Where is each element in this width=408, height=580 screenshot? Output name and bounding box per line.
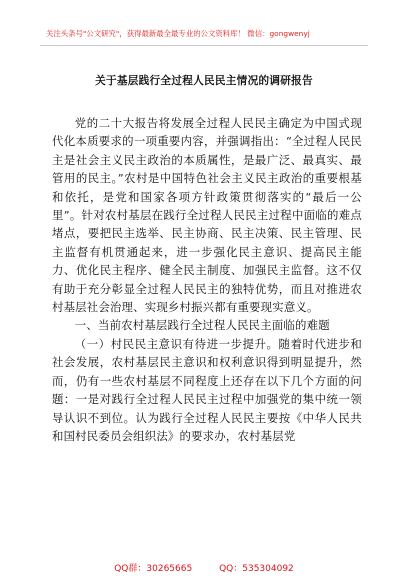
header-divider (40, 45, 368, 46)
document-body (52, 114, 362, 445)
footer-contact (0, 561, 408, 574)
footer-qq-group: QQ群：30265665 (114, 564, 193, 574)
paragraph-intro: 党的二十大报告将发展全过程人民民主确定为中国式现代化本质要求的一项重要内容，并强调指出：“全过程人民民主是社会主义民主政治的本质属性，是最广泛、最真实、最管用的民主。”农村是中国特色社会主义民主政治的重要根基和依托，是党和国家各项方针政策贯彻落实的“最后一公里”。针对农村基层在践行全过程人民民主过程中面临的难点堵点，要把民主选举、民主协商、民主决策、民主管理、民主监督有机贯通起来，进一步强化民主意识、提高民主能力、优化民主程序、健全民主制度、加强民主监督。这不仅有助于充分彰显全过程人民民主的独特优势，而且对推进农村基层社会治理、实现乡村振兴都有重要现实意义。 (52, 116, 362, 315)
section-heading: 一、当前农村基层践行全过程人民民主面临的难题 (74, 318, 330, 333)
footer-qq-number: QQ：535304092 (219, 564, 294, 574)
document-title: 关于基层践行全过程人民民主情况的调研报告 (95, 75, 313, 87)
paragraph-subsection: （一）村民民主意识有待进一步提升。随着时代进步和社会发展，农村基层民主意识和权利意识得到明显提升，然而，仍有一些农村基层不同程度上还存在以下几个方面的问题：一是对践行全过程人民民主过程中加强党的集中统一领导认识不到位。认为践行全过程人民民主要按《中华人民共和国村民委员会组织法》的要求办，农村基层党 (52, 336, 362, 443)
header-promo-text: 关注头条号"公文研究"，获得最新最全最专业的公文资料库！ 微信：gongwenyj (46, 29, 310, 38)
